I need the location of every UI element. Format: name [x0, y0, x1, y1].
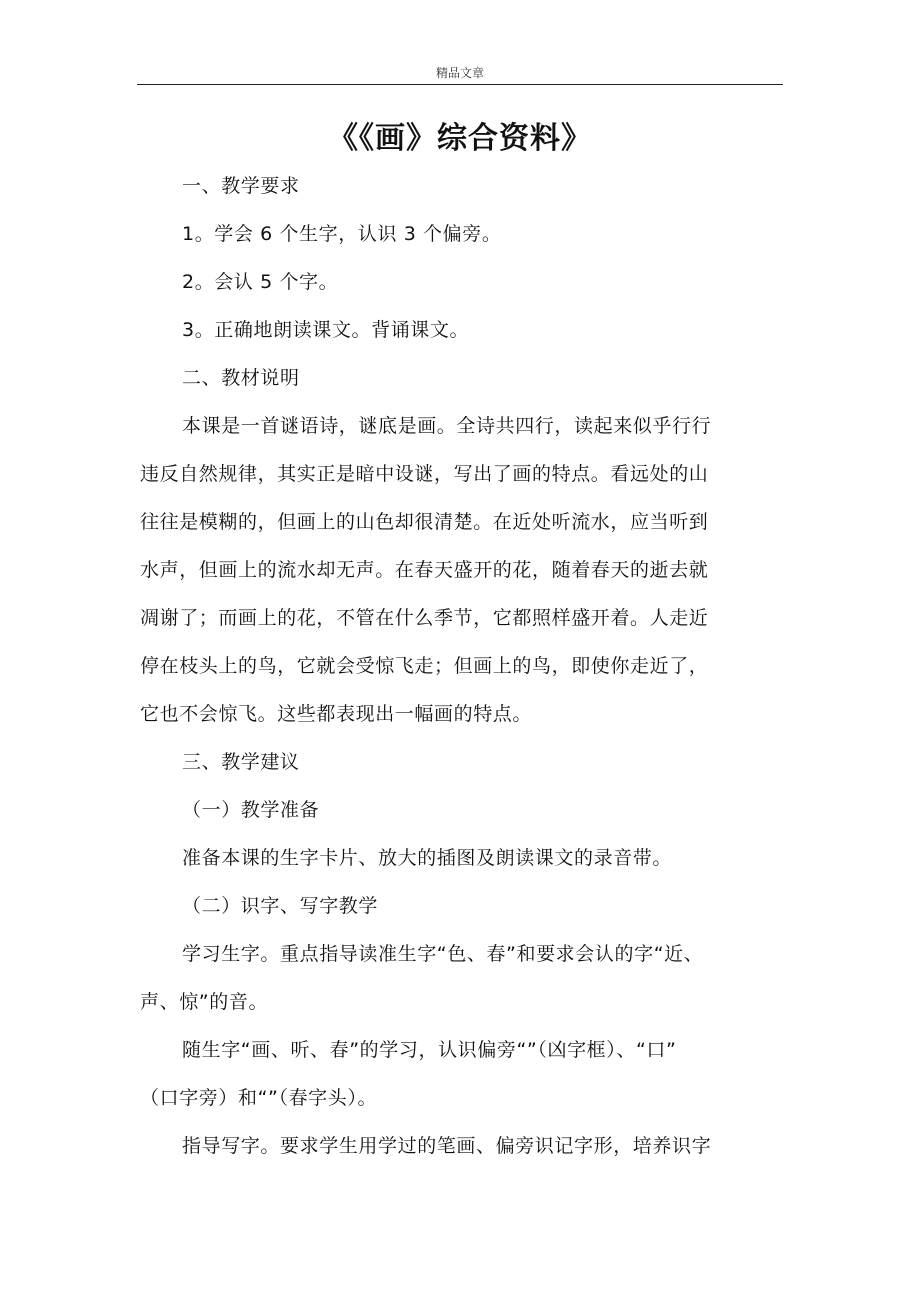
paragraph-line: 违反自然规律，其实正是暗中设谜，写出了画的特点。看远处的山 — [140, 463, 709, 485]
document-title: 《《画》综合资料》 — [328, 121, 592, 156]
paragraph-line: 学习生字。重点指导读准生字“色、春”和要求会认的字“近、 — [182, 943, 704, 965]
paragraph-line: 它也不会惊飞。这些都表现出一幅画的特点。 — [140, 703, 533, 725]
paragraph-line: 停在枝头上的鸟，它就会受惊飞走；但画上的鸟，即使你走近了， — [140, 655, 709, 677]
paragraph-line: 随生字“画、听、春”的学习，认识偏旁“”（凶字框）、“口” — [182, 1039, 677, 1061]
section-heading: 三、教学建议 — [182, 751, 300, 773]
list-item: 2。会认 5 个字。 — [182, 271, 339, 293]
paragraph-line: 凋谢了；而画上的花，不管在什么季节，它都照样盛开着。人走近 — [140, 607, 709, 629]
paragraph-line: 准备本课的生字卡片、放大的插图及朗读课文的录音带。 — [182, 847, 673, 869]
paragraph-line: （口字旁）和“”（春字头）。 — [140, 1087, 378, 1109]
page-header: 精品文章 — [435, 66, 484, 80]
subsection-heading: （一）教学准备 — [182, 799, 320, 821]
paragraph-line: 指导写字。要求学生用学过的笔画、偏旁识记字形，培养识字 — [182, 1135, 712, 1157]
paragraph-line: 本课是一首谜语诗，谜底是画。全诗共四行，读起来似乎行行 — [182, 415, 712, 437]
subsection-heading: （二）识字、写字教学 — [182, 895, 379, 917]
list-item: 3。正确地朗读课文。背诵课文。 — [182, 319, 470, 341]
list-item: 1。学会 6 个生字，认识 3 个偏旁。 — [182, 223, 502, 245]
paragraph-line: 往往是模糊的，但画上的山色却很清楚。在近处听流水，应当听到 — [140, 511, 709, 533]
paragraph-line: 水声，但画上的流水却无声。在春天盛开的花，随着春天的逝去就 — [140, 559, 709, 581]
section-heading: 二、教材说明 — [182, 367, 300, 389]
header-divider — [137, 84, 783, 85]
section-heading: 一、教学要求 — [182, 175, 300, 197]
paragraph-line: 声、惊”的音。 — [140, 991, 269, 1013]
